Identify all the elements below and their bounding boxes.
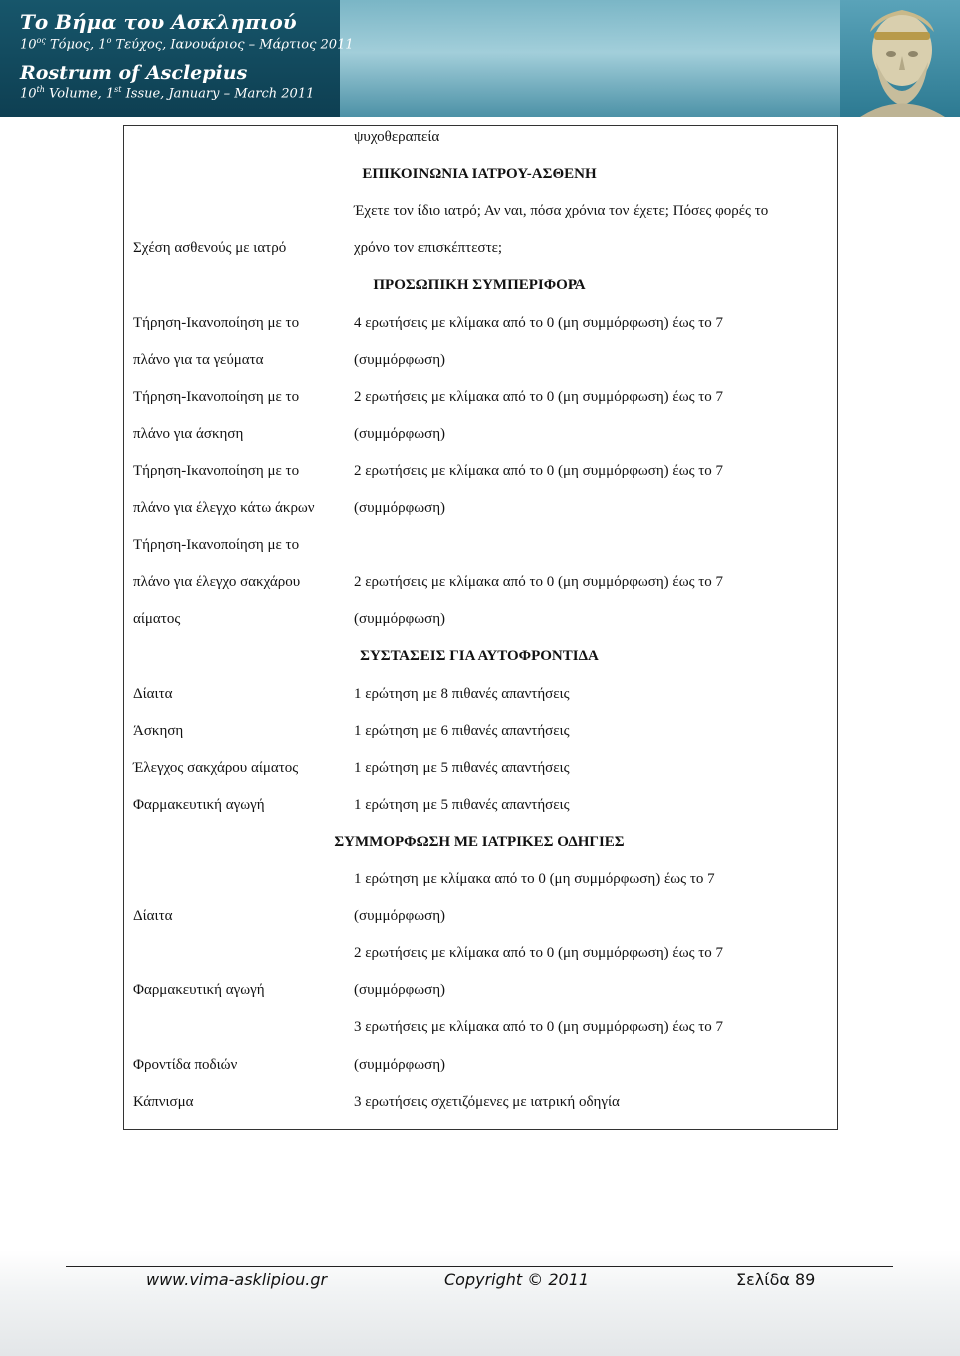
- row-description: (συμμόρφωση): [354, 426, 446, 442]
- row-description: 1 ερώτηση με 6 πιθανές απαντήσεις: [354, 723, 570, 739]
- row-description: (συμμόρφωση): [354, 500, 446, 516]
- footer-website: www.vima-asklipiou.gr: [146, 1270, 328, 1289]
- journal-title-gr: Το Βήμα του Ασκληπιού: [20, 10, 297, 34]
- row-label: Άσκηση: [133, 723, 184, 739]
- issue-info-gr: $10^{o\varsigma}$ Τόμος, $1^o$ Τεύχος, Ιανουάριος – Μάρτιος 2011: [20, 36, 354, 53]
- row-label: Έλεγχος σακχάρου αίματος: [133, 760, 299, 776]
- row-label: Φροντίδα ποδιών: [133, 1057, 238, 1073]
- header-decoration: [340, 0, 840, 117]
- row-description: ψυχοθεραπεία: [354, 129, 440, 145]
- row-label: πλάνο για έλεγχο κάτω άκρων: [133, 500, 315, 516]
- section-heading: ΣΥΣΤΑΣΕΙΣ ΓΙΑ ΑΥΤΟΦΡΟΝΤΙΔΑ: [360, 648, 599, 664]
- footer-copyright: Copyright © 2011: [444, 1270, 590, 1289]
- row-description: Έχετε τον ίδιο ιατρό; Αν ναι, πόσα χρόνια τον έχετε; Πόσες φορές το: [354, 203, 769, 219]
- row-description: 3 ερωτήσεις σχετιζόμενες με ιατρική οδηγία: [354, 1094, 620, 1110]
- row-description: 2 ερωτήσεις με κλίμακα από το 0 (μη συμμόρφωση) έως το 7: [354, 574, 724, 590]
- row-label: Τήρηση-Ικανοποίηση με το: [133, 389, 300, 405]
- row-description: (συμμόρφωση): [354, 611, 446, 627]
- row-description: (συμμόρφωση): [354, 982, 446, 998]
- section-heading: ΣΥΜΜΟΡΦΩΣΗ ΜΕ ΙΑΤΡΙΚΕΣ ΟΔΗΓΙΕΣ: [334, 834, 625, 850]
- row-description: 3 ερωτήσεις με κλίμακα από το 0 (μη συμμόρφωση) έως το 7: [354, 1019, 724, 1035]
- footer-page-label: Σελίδα: [736, 1270, 790, 1289]
- row-label: πλάνο για έλεγχο σακχάρου: [133, 574, 301, 590]
- row-label: Κάπνισμα: [133, 1094, 194, 1110]
- row-label: Δίαιτα: [133, 686, 173, 702]
- row-description: χρόνο τον επισκέπτεστε;: [354, 240, 503, 256]
- row-label: Φαρμακευτική αγωγή: [133, 797, 265, 813]
- row-description: (συμμόρφωση): [354, 352, 446, 368]
- row-label: Τήρηση-Ικανοποίηση με το: [133, 463, 300, 479]
- row-label: Φαρμακευτική αγωγή: [133, 982, 265, 998]
- row-description: 2 ερωτήσεις με κλίμακα από το 0 (μη συμμόρφωση) έως το 7: [354, 389, 724, 405]
- row-description: 2 ερωτήσεις με κλίμακα από το 0 (μη συμμόρφωση) έως το 7: [354, 463, 724, 479]
- row-description: (συμμόρφωση): [354, 908, 446, 924]
- row-description: 1 ερώτηση με 8 πιθανές απαντήσεις: [354, 686, 570, 702]
- row-label: Τήρηση-Ικανοποίηση με το: [133, 537, 300, 553]
- issue-info-en: 10th Volume, 1st Issue, January – March 2011: [20, 85, 315, 102]
- footer-divider: [66, 1266, 893, 1267]
- row-label: Σχέση ασθενούς με ιατρό: [133, 240, 287, 256]
- section-heading: ΕΠΙΚΟΙΝΩΝΙΑ ΙΑΤΡΟΥ-ΑΣΘΕΝΗ: [362, 166, 597, 182]
- row-description: (συμμόρφωση): [354, 1057, 446, 1073]
- section-heading: ΠΡΟΣΩΠΙΚΗ ΣΥΜΠΕΡΙΦΟΡΑ: [373, 277, 586, 293]
- asclepius-bust-icon: [850, 2, 955, 117]
- footer-page-number: 89: [795, 1270, 816, 1289]
- row-label: πλάνο για τα γεύματα: [133, 352, 264, 368]
- row-description: 4 ερωτήσεις με κλίμακα από το 0 (μη συμμόρφωση) έως το 7: [354, 315, 724, 331]
- row-label: Τήρηση-Ικανοποίηση με το: [133, 315, 300, 331]
- row-description: 1 ερώτηση με 5 πιθανές απαντήσεις: [354, 797, 570, 813]
- journal-title-en: Rostrum of Asclepius: [20, 62, 248, 84]
- page-header: [0, 0, 960, 117]
- row-description: 1 ερώτηση με 5 πιθανές απαντήσεις: [354, 760, 570, 776]
- row-label: Δίαιτα: [133, 908, 173, 924]
- row-label: αίματος: [133, 611, 181, 627]
- row-description: 1 ερώτηση με κλίμακα από το 0 (μη συμμόρφωση) έως το 7: [354, 871, 715, 887]
- row-label: πλάνο για άσκηση: [133, 426, 244, 442]
- row-description: 2 ερωτήσεις με κλίμακα από το 0 (μη συμμόρφωση) έως το 7: [354, 945, 724, 961]
